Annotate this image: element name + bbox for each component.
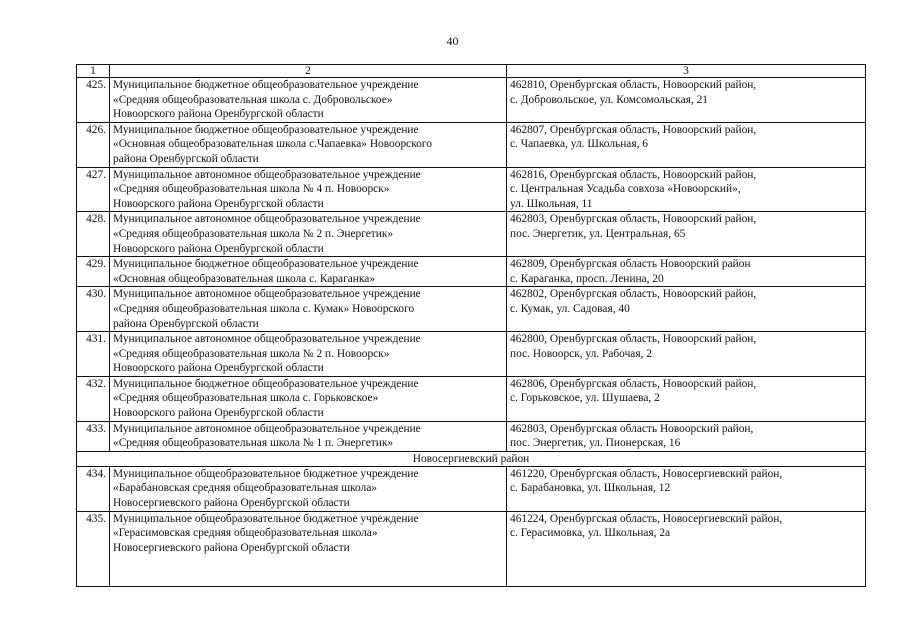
table-row	[77, 376, 866, 421]
table-row	[77, 257, 866, 287]
address-line: с. Добровольское, ул. Комсомольская, 21	[510, 93, 708, 106]
row-number: 426.	[77, 122, 110, 167]
section-row	[77, 451, 866, 466]
table-row	[77, 167, 866, 212]
institution-name-line: Новоорского района Оренбургской области	[113, 242, 324, 255]
schools-table	[76, 64, 866, 587]
address-line: 462800, Оренбургская область, Новоорский район,	[510, 333, 757, 346]
institution-name-line: «Средняя общеобразовательная школа № 1 п. Энергетик»	[113, 437, 394, 450]
institution-name-line: Муниципальное бюджетное общеобразовательное учреждение	[113, 258, 419, 271]
table-row	[77, 332, 866, 377]
address-line: пос. Энергетик, ул. Пионерская, 16	[510, 437, 681, 450]
address-line: ул. Школьная, 11	[510, 197, 593, 210]
column-header: 3	[507, 65, 866, 78]
row-number: 428.	[77, 212, 110, 257]
institution-name-cell	[110, 421, 507, 451]
institution-name-line: района Оренбургской области	[113, 317, 259, 330]
address-line: 462807, Оренбургская область, Новоорский район,	[510, 123, 757, 136]
column-header: 2	[110, 65, 507, 78]
table-row	[77, 466, 866, 511]
institution-name-line: Новоорского района Оренбургской области	[113, 407, 324, 420]
table-row	[77, 287, 866, 332]
institution-name-line: «Средняя общеобразовательная школа № 2 п. Энергетик»	[113, 227, 394, 240]
institution-name-cell	[110, 287, 507, 332]
institution-name-line: Новосергиевского района Оренбургской области	[113, 541, 350, 554]
address-line: 462816, Оренбургская область, Новоорский район,	[510, 168, 757, 181]
institution-name-cell	[110, 511, 507, 586]
address-line: 462810, Оренбургская область, Новоорский район,	[510, 79, 757, 91]
address-line: 462803, Оренбургская область Новоорский район,	[510, 422, 754, 435]
page-number: 40	[446, 34, 459, 48]
address-line: с. Горьковское, ул. Шушаева, 2	[510, 392, 660, 405]
address-cell	[507, 421, 866, 451]
address-line: пос. Энергетик, ул. Центральная, 65	[510, 227, 686, 240]
address-line: с. Барабановка, ул. Школьная, 12	[510, 482, 671, 495]
institution-name-line: Муниципальное общеобразовательное бюджетное учреждение	[113, 512, 419, 525]
institution-name-line: «Средняя общеобразовательная школа с. Горьковское»	[113, 392, 379, 405]
table-row	[77, 78, 866, 123]
institution-name-line: «Средняя общеобразовательная школа с. Кумак» Новоорского	[113, 302, 415, 315]
institution-name-line: Муниципальное бюджетное общеобразовательное учреждение	[113, 79, 419, 91]
institution-name-line: Новоорского района Оренбургской области	[113, 108, 324, 121]
row-number: 430.	[77, 287, 110, 332]
address-cell	[507, 287, 866, 332]
row-number: 425.	[77, 78, 110, 123]
institution-name-line: «Основная общеобразовательная школа с.Чапаевка» Новоорского	[113, 138, 432, 151]
column-header: 1	[77, 65, 110, 78]
institution-name-line: Новоорского района Оренбургской области	[113, 362, 324, 375]
table-row	[77, 212, 866, 257]
address-cell	[507, 167, 866, 212]
address-line: с. Герасимовка, ул. Школьная, 2а	[510, 527, 671, 540]
institution-name-cell	[110, 122, 507, 167]
institution-name-cell	[110, 466, 507, 511]
address-line: с. Кумак, ул. Садовая, 40	[510, 302, 630, 315]
institution-name-cell	[110, 212, 507, 257]
institution-name-line: Муниципальное автономное общеобразовательное учреждение	[113, 422, 421, 435]
institution-name-cell	[110, 257, 507, 287]
address-cell	[507, 376, 866, 421]
district-heading: Новосергиевский район	[77, 451, 866, 466]
institution-name-line: Новосергиевского района Оренбургской области	[113, 497, 350, 510]
address-line: с. Центральная Усадьба совхоза «Новоорский»,	[510, 183, 741, 196]
row-number: 432.	[77, 376, 110, 421]
table-header-row	[77, 65, 866, 78]
address-line: 462806, Оренбургская область, Новоорский район,	[510, 377, 757, 390]
institution-name-cell	[110, 167, 507, 212]
institution-name-cell	[110, 376, 507, 421]
institution-name-line: «Средняя общеобразовательная школа № 2 п. Новоорск»	[113, 347, 390, 360]
address-cell	[507, 511, 866, 586]
institution-name-line: Муниципальное общеобразовательное бюджетное учреждение	[113, 467, 419, 480]
institution-name-line: Муниципальное бюджетное общеобразовательное учреждение	[113, 123, 419, 136]
institution-name-line: «Средняя общеобразовательная школа № 4 п. Новоорск»	[113, 183, 390, 196]
row-number: 427.	[77, 167, 110, 212]
address-line: с. Караганка, просп. Ленина, 20	[510, 272, 664, 285]
institution-name-line: Новоорского района Оренбургской области	[113, 197, 324, 210]
address-line: 462809, Оренбургская область Новоорский район	[510, 258, 751, 271]
institution-name-line: Муниципальное автономное общеобразовательное учреждение	[113, 288, 421, 301]
row-number: 429.	[77, 257, 110, 287]
address-line: 462802, Оренбургская область, Новоорский район,	[510, 288, 757, 301]
institution-name-line: Муниципальное автономное общеобразовательное учреждение	[113, 333, 421, 346]
row-number: 431.	[77, 332, 110, 377]
row-number: 433.	[77, 421, 110, 451]
address-line: пос. Новоорск, ул. Рабочая, 2	[510, 347, 652, 360]
table-row	[77, 122, 866, 167]
address-cell	[507, 78, 866, 123]
address-cell	[507, 332, 866, 377]
institution-name-line: Муниципальное автономное общеобразовательное учреждение	[113, 168, 421, 181]
address-cell	[507, 212, 866, 257]
institution-name-line: Муниципальное автономное общеобразовательное учреждение	[113, 213, 421, 226]
row-number: 435.	[77, 511, 110, 586]
address-cell	[507, 122, 866, 167]
address-line: 462803, Оренбургская область, Новоорский район,	[510, 213, 757, 226]
institution-name-line: «Средняя общеобразовательная школа с. Добровольское»	[113, 93, 393, 106]
row-number: 434.	[77, 466, 110, 511]
institution-name-cell	[110, 332, 507, 377]
address-cell	[507, 466, 866, 511]
institution-name-line: «Основная общеобразовательная школа с. Караганка»	[113, 272, 376, 285]
institution-name-line: «Герасимовская средняя общеобразовательная школа»	[113, 527, 378, 540]
table-row	[77, 421, 866, 451]
institution-name-cell	[110, 78, 507, 123]
institution-name-line: «Барабановская средняя общеобразовательная школа»	[113, 482, 377, 495]
table-row	[77, 511, 866, 586]
address-cell	[507, 257, 866, 287]
institution-name-line: Муниципальное бюджетное общеобразовательное учреждение	[113, 377, 419, 390]
address-line: 461220, Оренбургская область, Новосергиевский район,	[510, 467, 783, 480]
address-line: 461224, Оренбургская область, Новосергиевский район,	[510, 512, 783, 525]
institution-name-line: района Оренбургской области	[113, 152, 259, 165]
address-line: с. Чапаевка, ул. Школьная, 6	[510, 138, 648, 151]
